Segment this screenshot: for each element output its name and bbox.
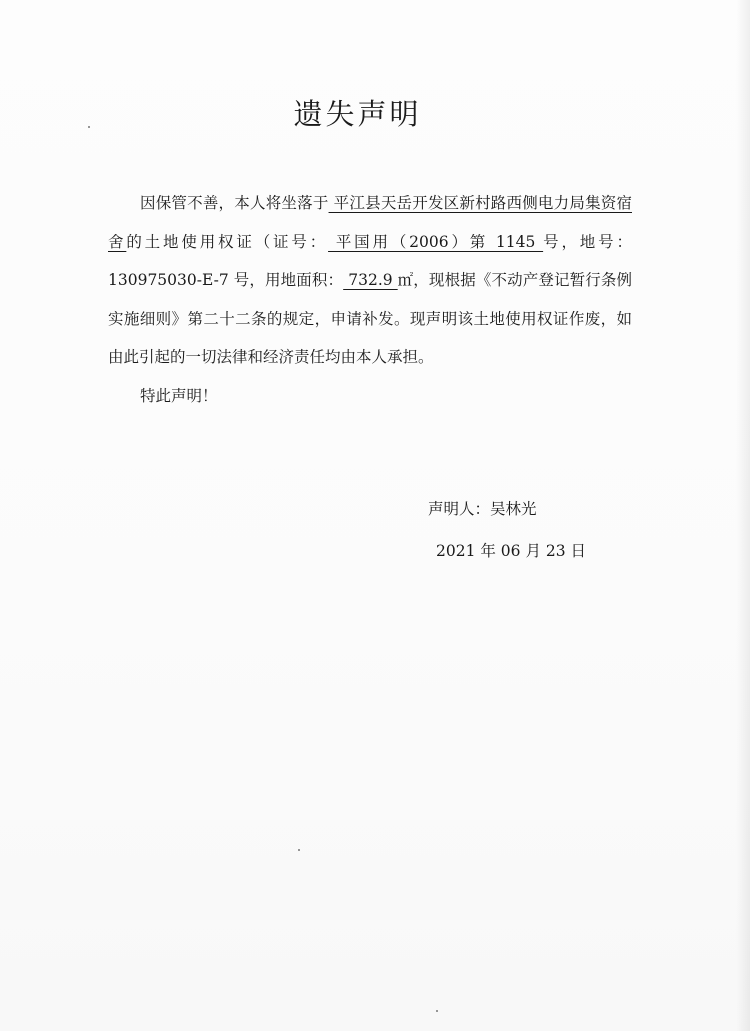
property-location: 平江县天岳开发区新村路西侧电力局集资宿舍 bbox=[108, 194, 632, 251]
document-title: 遗失声明 bbox=[293, 97, 422, 131]
land-area: 732.9 bbox=[343, 271, 398, 289]
scan-speck bbox=[88, 126, 90, 128]
signature-block bbox=[428, 488, 586, 572]
paragraph-text-3: 号，地号：130975030-E-7 号，用地面积： bbox=[108, 232, 632, 289]
paragraph-text-2: 的土地使用权证（证号： bbox=[126, 232, 329, 251]
declaration-body bbox=[108, 184, 632, 415]
paragraph-text-1: 因保管不善，本人将坐落于 bbox=[140, 194, 329, 212]
declarant-name: 声明人：吴林光 bbox=[428, 500, 537, 518]
declaration-paragraph bbox=[108, 184, 632, 377]
declaration-date: 2021 年 06 月 23 日 bbox=[436, 542, 587, 560]
scan-speck bbox=[436, 1010, 438, 1012]
certificate-number: 平国用（2006）第 1145 bbox=[328, 232, 544, 251]
paragraph-text-4: ㎡，现根据《不动产登记暂行条例实施细则》第二十二条的规定，申请补发。现声明该土地使用权证作废，如由此引起的一切法律和经济责任均由本人承担。 bbox=[108, 271, 632, 366]
scan-speck bbox=[298, 849, 300, 851]
scan-shadow-edge bbox=[736, 0, 750, 1031]
closing-statement: 特此声明！ bbox=[140, 386, 218, 405]
